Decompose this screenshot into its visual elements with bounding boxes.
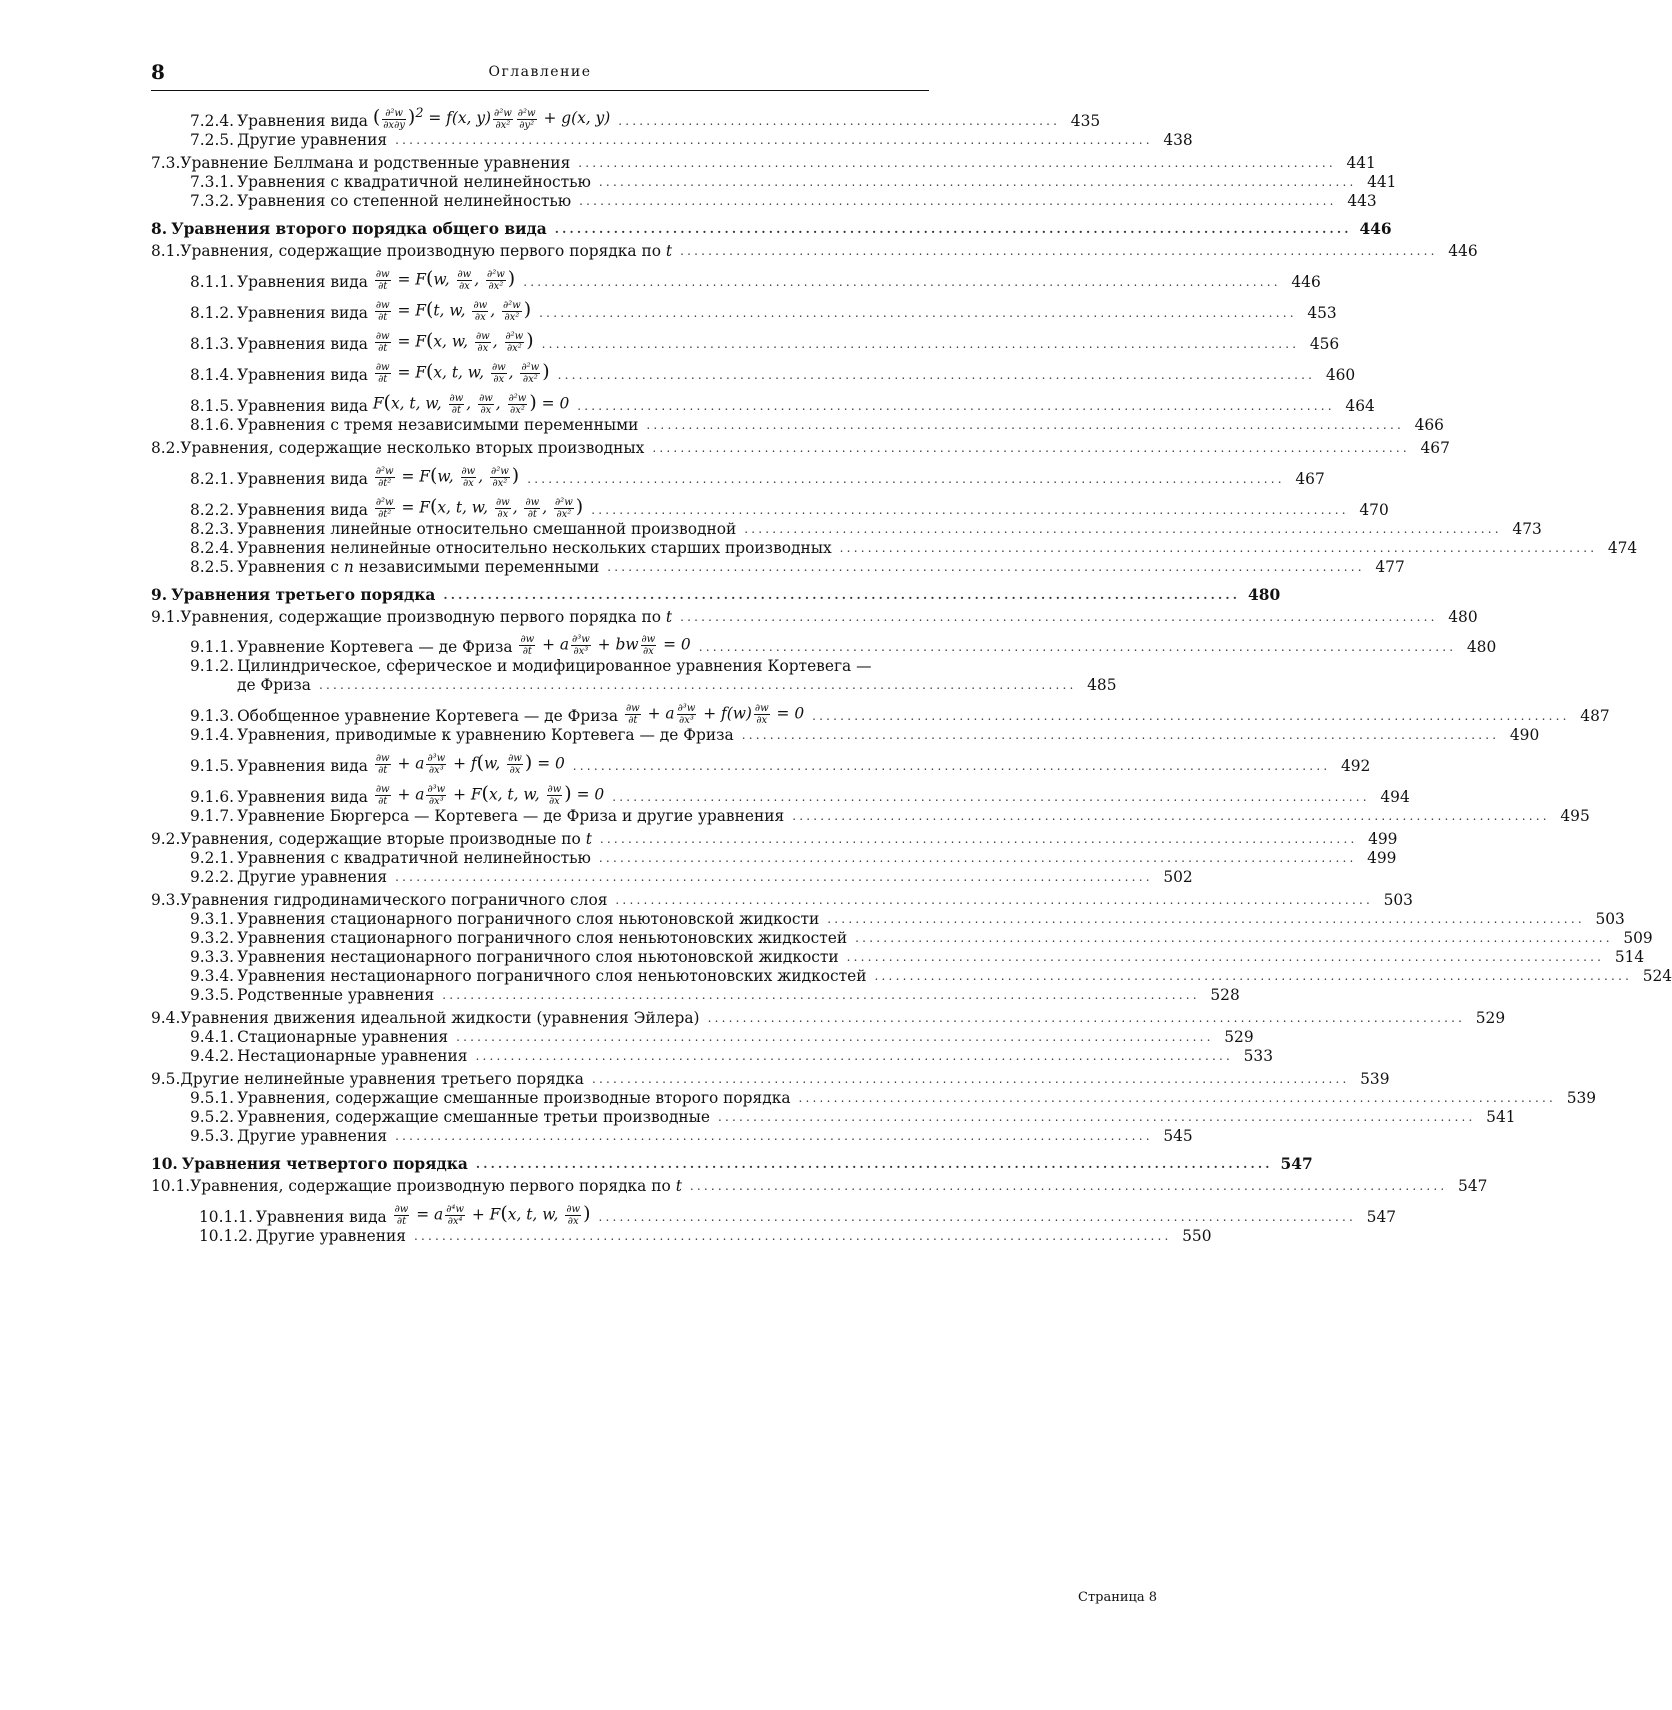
- formula: $\frac{\text{∂²w}}{\text{∂t²}}$ = F(w, $\frac{\partial w}{\partial x}$ , $\frac{\text{∂²w}}{\text{∂x²}}$ ): [375, 464, 520, 489]
- formula: $\frac{\partial w}{\partial t}$ + a $\frac{\text{∂³w}}{\text{∂x³}}$ + f(w) $\frac{\partial w}{\partial x}$ = 0: [626, 703, 805, 726]
- toc-entry[interactable]: 8.2.3. Уравнения линейные относительно смешанной производной ............................................................................................................ 473: [190, 520, 1542, 538]
- toc-entry[interactable]: 7.3.2. Уравнения со степенной нелинейностью ............................................................................................................ 443: [190, 192, 1377, 210]
- formula: $\frac{\partial w}{\partial t}$ = F(x, t, w, $\frac{\partial w}{\partial x}$ , $\frac{\text{∂²w}}{\text{∂x²}}$ ): [375, 360, 550, 385]
- toc-entry[interactable]: 9.4.1. Стационарные уравнения ............................................................................................................ 529: [190, 1028, 1254, 1046]
- toc-entry[interactable]: 9.1.6. Уравнения вида $\frac{\partial w}{\partial t}$ + a $\frac{\text{∂³w}}{\text{∂x³}}$ + F(x, t, w, $\frac{\partial w}{\partial x}$ ) = 0 ............................................................................................................ 494: [190, 782, 1410, 807]
- toc-entry[interactable]: 9.4.2. Нестационарные уравнения ............................................................................................................ 533: [190, 1047, 1274, 1065]
- toc-entry[interactable]: 9.1.1. Уравнение Кортевега — де Фриза $\frac{\partial w}{\partial t}$ + a $\frac{\text{∂³w}}{\text{∂x³}}$ + bw $\frac{\partial w}{\partial x}$ = 0 ............................................................................................................ 480: [190, 634, 1497, 657]
- toc-entry[interactable]: 9.4. Уравнения движения идеальной жидкости (уравнения Эйлера) ............................................................................................................ 529: [151, 1009, 1506, 1027]
- toc-entry[interactable]: 9.5.2. Уравнения, содержащие смешанные третьи производные ............................................................................................................ 541: [190, 1108, 1516, 1126]
- formula: $\frac{\text{∂²w}}{\text{∂t²}}$ = F(x, t, w, $\frac{\partial w}{\partial x}$ , $\frac{\partial w}{\partial t}$ , $\frac{\text{∂²w}}{\text{∂x²}}$ ): [375, 495, 584, 520]
- toc-entry[interactable]: 8.2.1. Уравнения вида $\frac{\text{∂²w}}{\text{∂t²}}$ = F(w, $\frac{\partial w}{\partial x}$ , $\frac{\text{∂²w}}{\text{∂x²}}$ ) ............................................................................................................ 467: [190, 464, 1325, 489]
- formula: $\frac{\partial w}{\partial t}$ = F(w, $\frac{\partial w}{\partial x}$ , $\frac{\text{∂²w}}{\text{∂x²}}$ ): [375, 267, 516, 292]
- toc-entry[interactable]: 10.1.2. Другие уравнения ............................................................................................................ 550: [199, 1227, 1212, 1245]
- toc-entry[interactable]: 8.1.4. Уравнения вида $\frac{\partial w}{\partial t}$ = F(x, t, w, $\frac{\partial w}{\partial x}$ , $\frac{\text{∂²w}}{\text{∂x²}}$ ) ............................................................................................................ 460: [190, 360, 1356, 385]
- toc-entry[interactable]: 9.3.2. Уравнения стационарного пограничного слоя неньютоновских жидкостей ............................................................................................................ 509: [190, 929, 1653, 947]
- toc-entry[interactable]: 7.3.1. Уравнения с квадратичной нелинейностью ............................................................................................................ 441: [190, 173, 1397, 191]
- formula: $\frac{\partial w}{\partial t}$ + a $\frac{\text{∂³w}}{\text{∂x³}}$ + bw $\frac{\partial w}{\partial x}$ = 0: [520, 634, 691, 657]
- toc-entry[interactable]: 8.2.5. Уравнения с n независимыми переменными ............................................................................................................ 477: [190, 558, 1405, 576]
- formula: $\frac{\partial w}{\partial t}$ = a $\frac{\text{∂⁴w}}{\text{∂x⁴}}$ + F(x, t, w, $\frac{\partial w}{\partial x}$ ): [394, 1202, 591, 1227]
- toc-entry[interactable]: 7.3. Уравнение Беллмана и родственные уравнения ............................................................................................................ 441: [151, 154, 1376, 172]
- toc-entry[interactable]: 9.2. Уравнения, содержащие вторые производные по t ............................................................................................................ 499: [151, 830, 1398, 848]
- toc-entry[interactable]: 9.2.2. Другие уравнения ............................................................................................................ 502: [190, 868, 1193, 886]
- toc-entry[interactable]: 9.5. Другие нелинейные уравнения третьего порядка ............................................................................................................ 539: [151, 1070, 1390, 1088]
- toc-entry[interactable]: 9.1.7. Уравнение Бюргерса — Кортевега — де Фриза и другие уравнения ............................................................................................................ 495: [190, 807, 1590, 825]
- toc-entry[interactable]: 8.2.2. Уравнения вида $\frac{\text{∂²w}}{\text{∂t²}}$ = F(x, t, w, $\frac{\partial w}{\partial x}$ , $\frac{\partial w}{\partial t}$ , $\frac{\text{∂²w}}{\text{∂x²}}$ ) ............................................................................................................ 470: [190, 495, 1389, 520]
- toc-entry[interactable]: 9.3.1. Уравнения стационарного пограничного слоя ньютоновской жидкости ............................................................................................................ 503: [190, 910, 1625, 928]
- toc-entry[interactable]: 9.3.3. Уравнения нестационарного пограничного слоя ньютоновской жидкости ............................................................................................................ 514: [190, 948, 1645, 966]
- toc-entry[interactable]: 8.1.5. Уравнения вида F(x, t, w, $\frac{\partial w}{\partial t}$ , $\frac{\partial w}{\partial x}$ , $\frac{\text{∂²w}}{\text{∂x²}}$ ) = 0 ............................................................................................................ 464: [190, 391, 1375, 416]
- page-header: [151, 58, 929, 91]
- toc-entry[interactable]: 9.1.4. Уравнения, приводимые к уравнению Кортевега — де Фриза ............................................................................................................ 490: [190, 726, 1540, 744]
- page-number: 8: [151, 60, 165, 84]
- toc-entry[interactable]: 8.1.3. Уравнения вида $\frac{\partial w}{\partial t}$ = F(x, w, $\frac{\partial w}{\partial x}$ , $\frac{\text{∂²w}}{\text{∂x²}}$ ) ............................................................................................................ 456: [190, 329, 1340, 354]
- toc-entry[interactable]: 8.1. Уравнения, содержащие производную первого порядка по t ............................................................................................................ 446: [151, 242, 1478, 260]
- formula: $\frac{\partial w}{\partial t}$ = F(t, w, $\frac{\partial w}{\partial x}$ , $\frac{\text{∂²w}}{\text{∂x²}}$ ): [375, 298, 532, 323]
- toc-entry[interactable]: 9.1. Уравнения, содержащие производную первого порядка по t ............................................................................................................ 480: [151, 608, 1478, 626]
- toc-entry[interactable]: 9.2.1. Уравнения с квадратичной нелинейностью ............................................................................................................ 499: [190, 849, 1397, 867]
- toc-entry[interactable]: 8.2. Уравнения, содержащие несколько вторых производных ............................................................................................................ 467: [151, 439, 1450, 457]
- toc-entry-continuation[interactable]: де Фриза ............................................................................................................ 485: [237, 676, 1117, 694]
- toc-entry[interactable]: 8.1.6. Уравнения с тремя независимыми переменными ............................................................................................................ 466: [190, 416, 1444, 434]
- toc-entry[interactable]: 9.1.3. Обобщенное уравнение Кортевега — де Фриза $\frac{\partial w}{\partial t}$ + a $\frac{\text{∂³w}}{\text{∂x³}}$ + f(w) $\frac{\partial w}{\partial x}$ = 0 ............................................................................................................ 487: [190, 703, 1610, 726]
- toc-entry[interactable]: 7.2.4. Уравнения вида ( $\frac{\text{∂²w}}{\partial x\partial y}$ )$^2$ = f(x, y) $\frac{\text{∂²w}}{\text{∂x²}}$ $\frac{\text{∂²w}}{\text{∂y²}}$ + g(x, y) ............................................................... 435: [190, 106, 1101, 131]
- toc-entry[interactable]: 7.2.5. Другие уравнения ............................................................................................................ 438: [190, 131, 1193, 149]
- toc-chapter[interactable]: 9. Уравнения третьего порядка ............................................................................................................ 480: [151, 586, 1281, 604]
- toc-chapter[interactable]: 8. Уравнения второго порядка общего вида ............................................................................................................ 446: [151, 220, 1392, 238]
- formula: $\frac{\partial w}{\partial t}$ = F(x, w, $\frac{\partial w}{\partial x}$ , $\frac{\text{∂²w}}{\text{∂x²}}$ ): [375, 329, 534, 354]
- formula: $\frac{\partial w}{\partial t}$ + a $\frac{\text{∂³w}}{\text{∂x³}}$ + F(x, t, w, $\frac{\partial w}{\partial x}$ ) = 0: [375, 782, 605, 807]
- toc-entry[interactable]: 9.5.1. Уравнения, содержащие смешанные производные второго порядка ............................................................................................................ 539: [190, 1089, 1597, 1107]
- toc-entry[interactable]: 8.2.4. Уравнения нелинейные относительно нескольких старших производных ............................................................................................................ 474: [190, 539, 1638, 557]
- toc-chapter[interactable]: 10. Уравнения четвертого порядка ............................................................................................................ 547: [151, 1155, 1313, 1173]
- toc-entry[interactable]: 9.3. Уравнения гидродинамического пограничного слоя ............................................................................................................ 503: [151, 891, 1413, 909]
- running-title: Оглавление: [488, 64, 592, 80]
- toc-entry[interactable]: 9.3.4. Уравнения нестационарного пограничного слоя неньютоновских жидкостей ............................................................................................................ 524: [190, 967, 1672, 985]
- table-of-contents: [151, 105, 1672, 1246]
- toc-entry[interactable]: 8.1.2. Уравнения вида $\frac{\partial w}{\partial t}$ = F(t, w, $\frac{\partial w}{\partial x}$ , $\frac{\text{∂²w}}{\text{∂x²}}$ ) ............................................................................................................ 453: [190, 298, 1337, 323]
- page-footer-label: Страница 8: [1078, 1590, 1158, 1605]
- toc-entry[interactable]: 9.1.5. Уравнения вида $\frac{\partial w}{\partial t}$ + a $\frac{\text{∂³w}}{\text{∂x³}}$ + f(w, $\frac{\partial w}{\partial x}$ ) = 0 ............................................................................................................ 492: [190, 751, 1371, 776]
- toc-entry[interactable]: 10.1. Уравнения, содержащие производную первого порядка по t ............................................................................................................ 547: [151, 1177, 1488, 1195]
- toc-entry[interactable]: 9.3.5. Родственные уравнения ............................................................................................................ 528: [190, 986, 1240, 1004]
- formula: ( $\frac{\text{∂²w}}{\partial x\partial y}$ )$^2$ = f(x, y) $\frac{\text{∂²w}}{\text{∂x²}}$ $\frac{\text{∂²w}}{\text{∂y²}}$ + g(x, y): [372, 106, 611, 131]
- toc-entry[interactable]: 9.1.2. Цилиндрическое, сферическое и модифицированное уравнения Кортевега —: [190, 657, 872, 675]
- toc-entry[interactable]: 8.1.1. Уравнения вида $\frac{\partial w}{\partial t}$ = F(w, $\frac{\partial w}{\partial x}$ , $\frac{\text{∂²w}}{\text{∂x²}}$ ) ............................................................................................................ 446: [190, 267, 1321, 292]
- toc-entry[interactable]: 9.5.3. Другие уравнения ............................................................................................................ 545: [190, 1127, 1193, 1145]
- toc-entry[interactable]: 10.1.1. Уравнения вида $\frac{\partial w}{\partial t}$ = a $\frac{\text{∂⁴w}}{\text{∂x⁴}}$ + F(x, t, w, $\frac{\partial w}{\partial x}$ ) ............................................................................................................ 547: [199, 1202, 1397, 1227]
- formula: F(x, t, w, $\frac{\partial w}{\partial t}$ , $\frac{\partial w}{\partial x}$ , $\frac{\text{∂²w}}{\text{∂x²}}$ ) = 0: [372, 391, 570, 416]
- formula: $\frac{\partial w}{\partial t}$ + a $\frac{\text{∂³w}}{\text{∂x³}}$ + f(w, $\frac{\partial w}{\partial x}$ ) = 0: [375, 751, 565, 776]
